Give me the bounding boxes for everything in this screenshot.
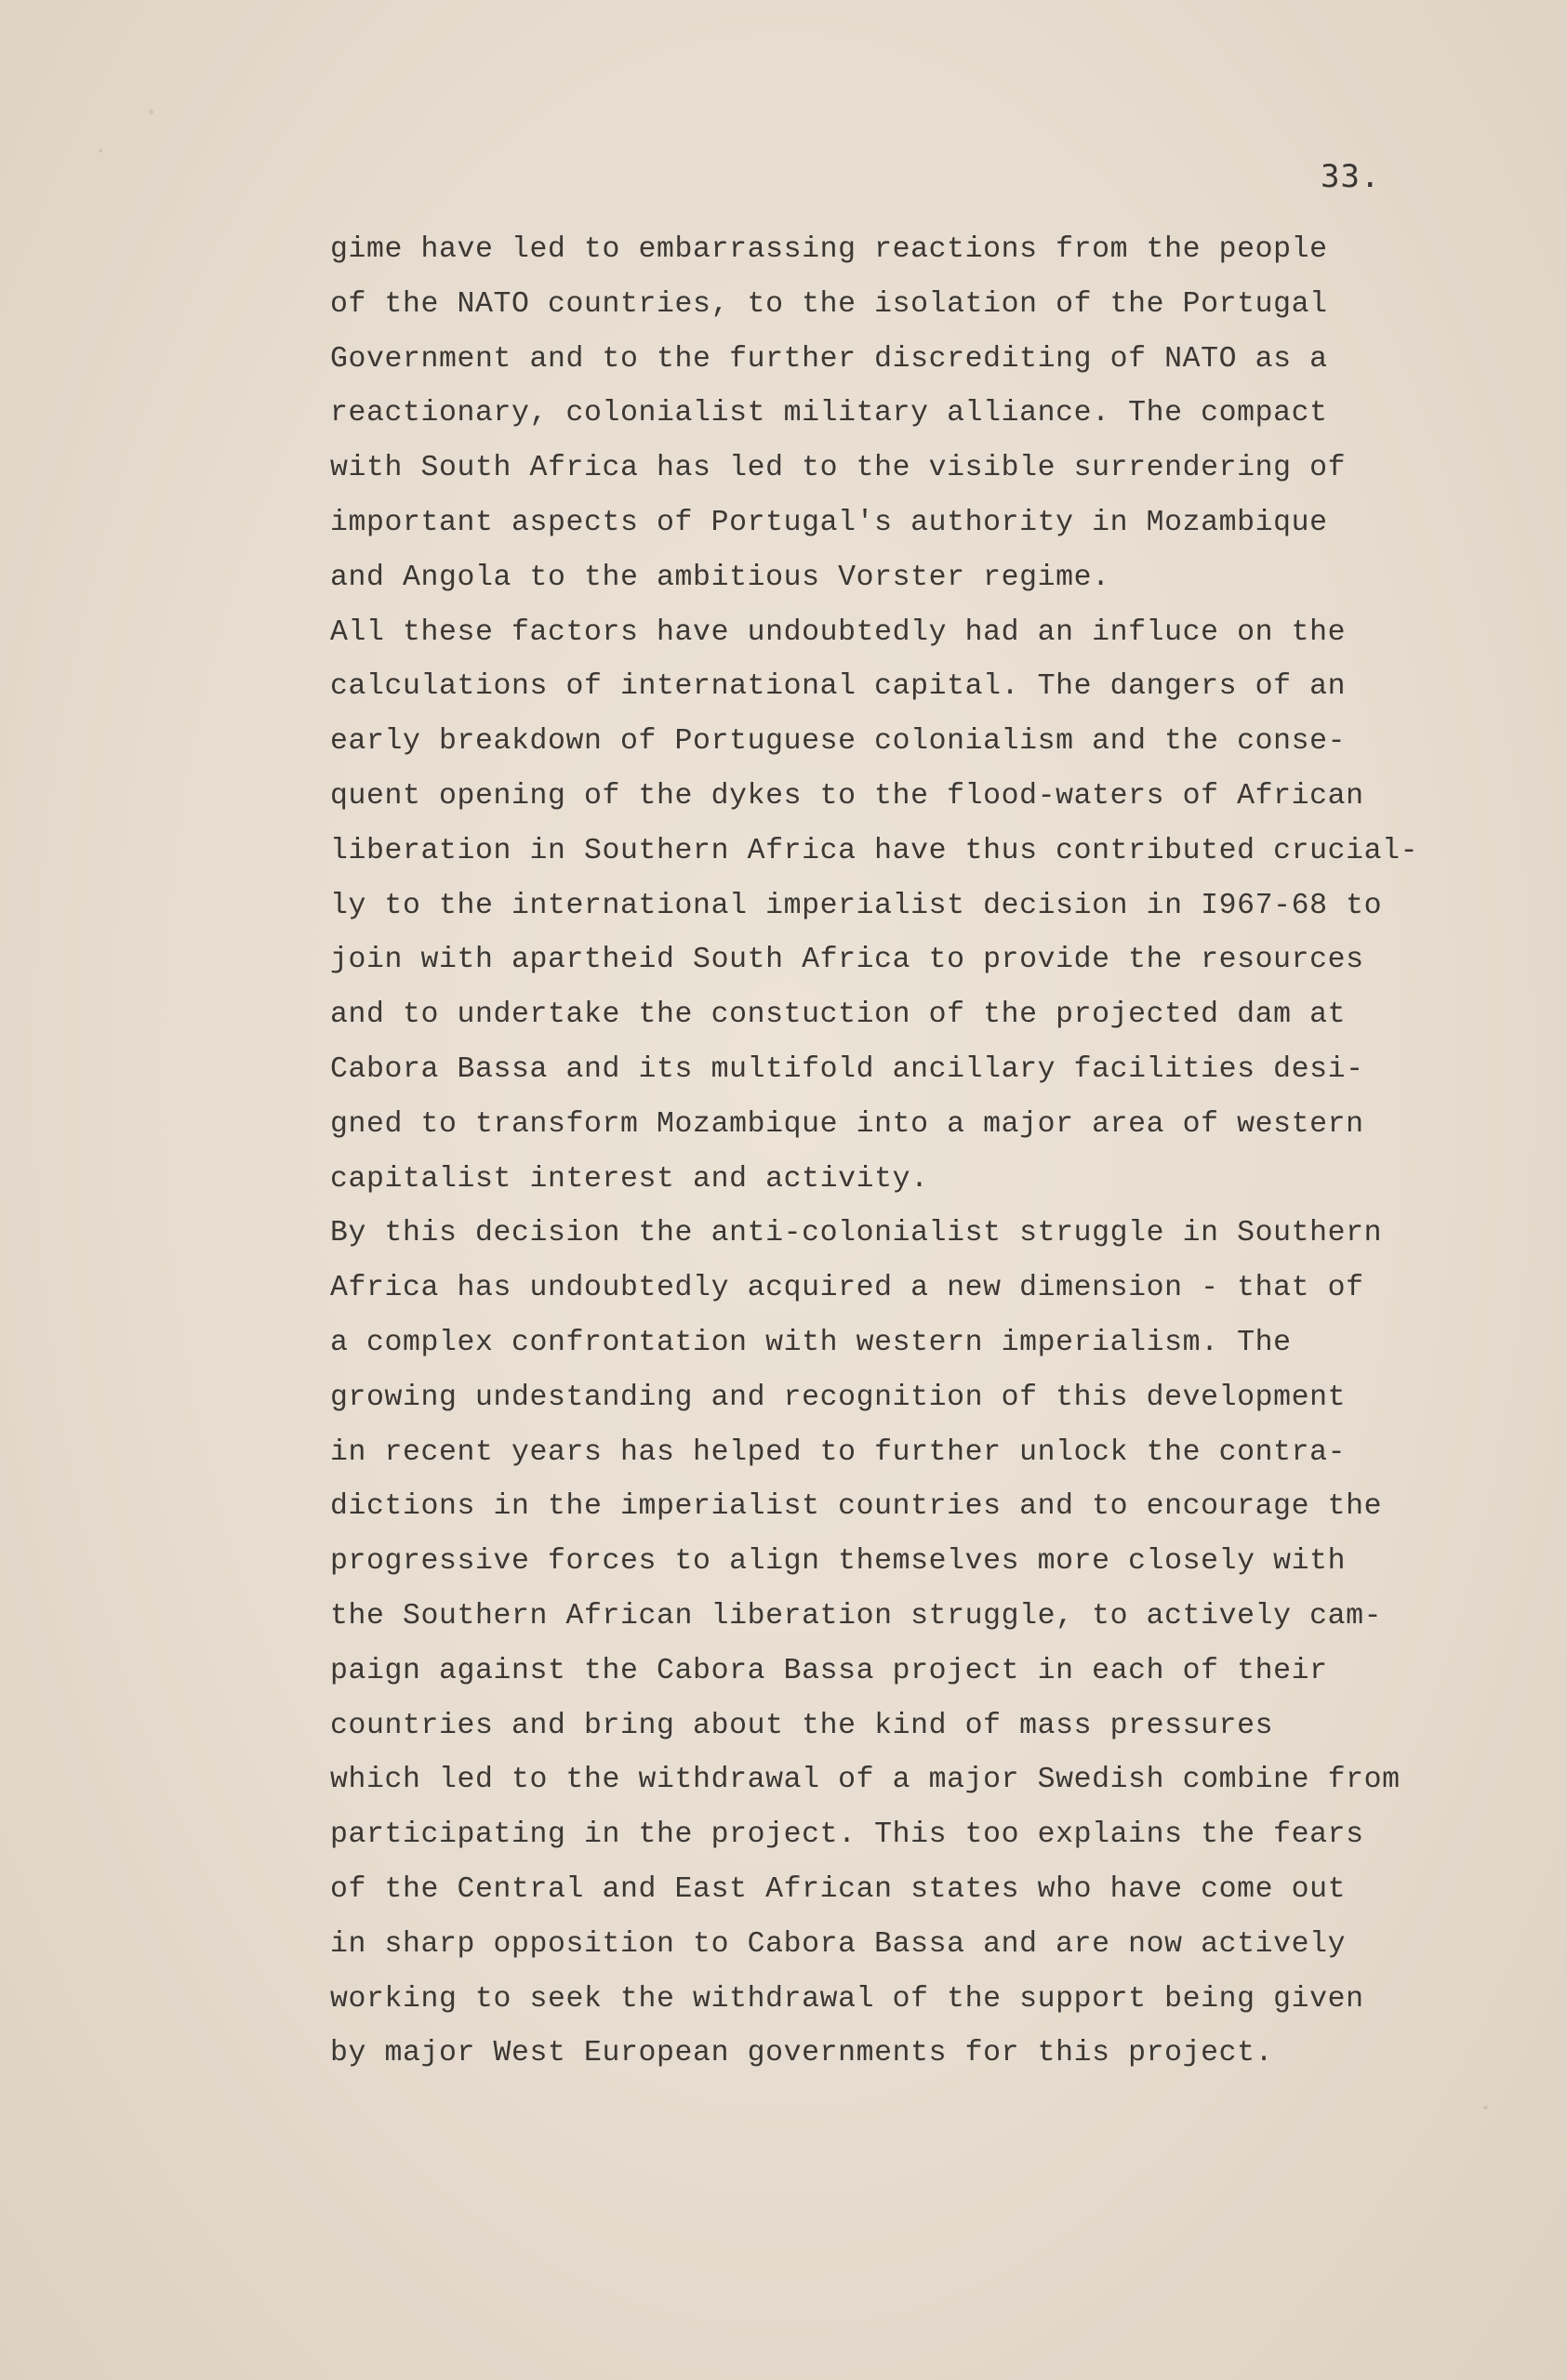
- text-line: important aspects of Portugal's authority in Mozambique: [330, 506, 1328, 539]
- text-line: Cabora Bassa and its multifold ancillary facilities desi-: [330, 1052, 1364, 1086]
- paper-speck: [1483, 2106, 1488, 2109]
- text-line: Government and to the further discrediting of NATO as a: [330, 342, 1328, 376]
- text-line: liberation in Southern Africa have thus contributed crucial-: [330, 834, 1419, 867]
- text-line: calculations of international capital. The dangers of an: [330, 670, 1347, 704]
- text-line: of the NATO countries, to the isolation of the Portugal: [330, 287, 1328, 321]
- text-line: by major West European governments for this project.: [330, 2037, 1274, 2070]
- text-line: working to seek the withdrawal of the support being given: [330, 1982, 1364, 2016]
- text-line: and to undertake the constuction of the projected dam at: [330, 998, 1347, 1032]
- paper-speck: [149, 110, 153, 114]
- body-text: [330, 223, 1502, 2082]
- text-line: of the Central and East African states who have come out: [330, 1872, 1347, 1906]
- text-line: with South Africa has led to the visible surrendering of: [330, 452, 1347, 485]
- text-line: which led to the withdrawal of a major Swedish combine from: [330, 1764, 1401, 1797]
- text-line: growing undestanding and recognition of this development: [330, 1381, 1347, 1414]
- text-line: gned to transform Mozambique into a major area of western: [330, 1107, 1364, 1141]
- text-line: join with apartheid South Africa to provide the resources: [330, 944, 1364, 977]
- text-line: a complex confrontation with western imperialism. The: [330, 1326, 1292, 1359]
- text-line: progressive forces to align themselves more closely with: [330, 1545, 1347, 1579]
- text-line: paign against the Cabora Bassa project in each of their: [330, 1654, 1328, 1687]
- text-line: dictions in the imperialist countries and to encourage the: [330, 1490, 1383, 1524]
- text-line: ly to the international imperialist decision in I967-68 to: [330, 889, 1383, 922]
- text-line: quent opening of the dykes to the flood-waters of African: [330, 779, 1364, 813]
- text-line: and Angola to the ambitious Vorster regime.: [330, 561, 1110, 594]
- paper-speck: [99, 149, 102, 152]
- text-line: All these factors have undoubtedly had an influce on the: [330, 615, 1347, 649]
- text-line: in sharp opposition to Cabora Bassa and are now actively: [330, 1927, 1347, 1961]
- text-line: the Southern African liberation struggle, to actively cam-: [330, 1599, 1383, 1633]
- text-line: gime have led to embarrassing reactions from the people: [330, 233, 1328, 266]
- text-line: By this decision the anti-colonialist struggle in Southern: [330, 1217, 1383, 1250]
- text-line: participating in the project. This too explains the fears: [330, 1818, 1364, 1852]
- page-number: 33.: [1321, 158, 1381, 195]
- text-line: countries and bring about the kind of mass pressures: [330, 1709, 1274, 1742]
- text-line: in recent years has helped to further unlock the contra-: [330, 1435, 1347, 1469]
- text-line: reactionary, colonialist military alliance. The compact: [330, 397, 1328, 430]
- text-line: capitalist interest and activity.: [330, 1162, 929, 1196]
- text-line: Africa has undoubtedly acquired a new dimension - that of: [330, 1272, 1364, 1305]
- text-line: early breakdown of Portuguese colonialism and the conse-: [330, 725, 1347, 759]
